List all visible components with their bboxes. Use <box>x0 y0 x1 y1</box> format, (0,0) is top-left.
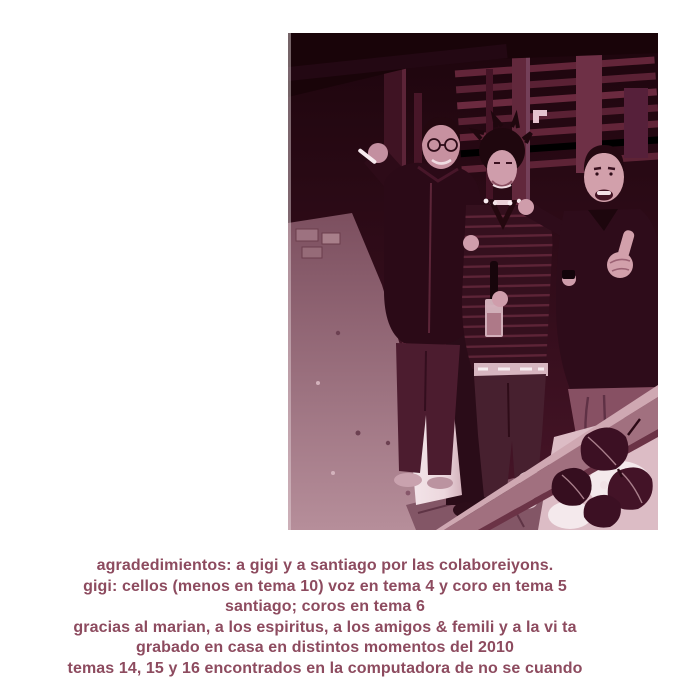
credits-line: temas 14, 15 y 16 encontrados en la computadora de no se cuando <box>67 659 583 677</box>
credits-text <box>25 556 625 680</box>
film-edge <box>288 33 291 530</box>
credits-line: agradedimientos: a gigi y a santiago por las colaboreiyons. <box>96 557 554 574</box>
credits-line: gigi: cellos (menos en tema 10) voz en tema 4 y coro en tema 5 <box>83 577 567 595</box>
credits-line: santiago; coros en tema 6 <box>225 598 425 616</box>
credits-line: gracias al marian, a los espiritus, a los amigos & femili y a la vi ta <box>73 618 577 636</box>
album-photo <box>288 33 658 530</box>
photo-illustration <box>288 33 658 530</box>
credits-line: grabado en casa en distintos momentos del 2010 <box>135 639 515 657</box>
